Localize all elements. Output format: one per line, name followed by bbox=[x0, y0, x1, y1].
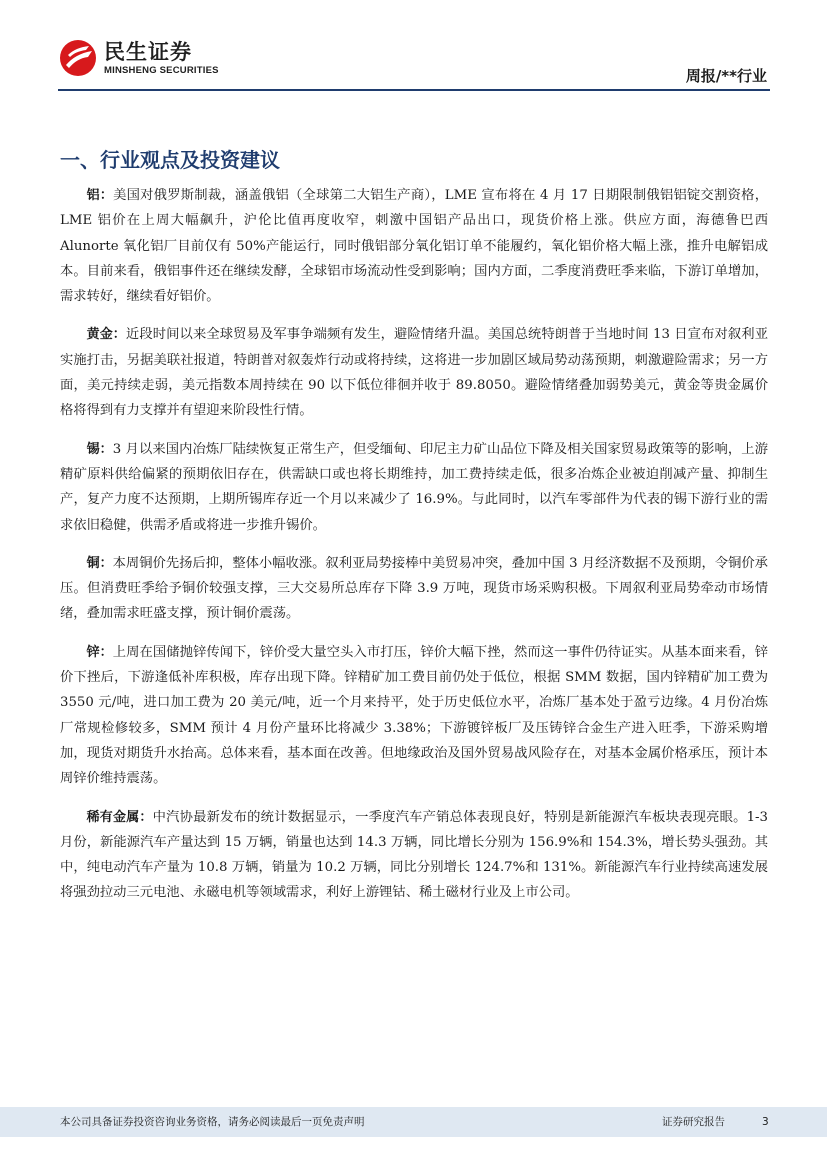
paragraph-term: 铝： bbox=[86, 188, 114, 203]
brand-name-cn: 民生证券 bbox=[104, 40, 192, 64]
paragraph-text: 3 月以来国内冶炼厂陆续恢复正常生产，但受缅甸、印尼主力矿山品位下降及相关国家贸易政策等的影响，上游精矿原料供给偏紧的预期依旧存在，供需缺口或也将长期维持，加工费持续走低，很多冶炼企业被迫削减产量、抑制生产，复产力度不达预期，上期所锡库存近一个月以来减少了 16.9%。与此同时，以汽车零部件为代表的锡下游行业的需求依旧稳健，供需矛盾或将进一步推升锡价。 bbox=[60, 441, 768, 533]
page-header bbox=[0, 0, 827, 95]
paragraph-term: 黄金： bbox=[86, 327, 126, 343]
page-number: 3 bbox=[762, 1116, 769, 1128]
paragraph-term: 稀有金属： bbox=[86, 809, 153, 825]
paragraph-term: 锌： bbox=[86, 644, 113, 660]
paragraph-copper bbox=[60, 551, 768, 627]
minsheng-logo-icon bbox=[58, 38, 102, 78]
paragraph-text: 本周铜价先扬后抑，整体小幅收涨。叙利亚局势接棒中美贸易冲突，叠加中国 3 月经济数据不及预期，令铜价承压。但消费旺季给予铜价较强支撑，三大交易所总库存下降 3.9 万吨，现货市场采购积极。下周叙利亚局势牵动市场情绪，叠加需求旺盛支撑，预计铜价震荡。 bbox=[60, 555, 768, 622]
paragraph-aluminum bbox=[60, 183, 768, 309]
paragraph-tin bbox=[60, 437, 768, 538]
section-title: 一、行业观点及投资建议 bbox=[60, 148, 280, 172]
page-footer bbox=[0, 1107, 827, 1137]
paragraph-term: 锡： bbox=[86, 441, 113, 457]
paragraph-text: 上周在国储抛锌传闻下，锌价受大量空头入市打压，锌价大幅下挫，然而这一事件仍待证实。从基本面来看，锌价下挫后，下游逢低补库积极，库存出现下降。锌精矿加工费目前仍处于低位，根据 SMM 数据，国内锌精矿加工费为 3550 元/吨，进口加工费为 20 美元/吨，近一个月来持平，处于历史低位水平，冶炼厂基本处于盈亏边缘。4 月份冶炼厂常规检修较多，SMM 预计 4 月份产量环比将减少 3.38%；下游镀锌板厂及压铸锌合金生产进入旺季，下游采购增加，现货对期货升水抬高。总体来看，基本面在改善。但地缘政治及国外贸易战风险存在，对基本金属价格承压，预计本周锌价维持震荡。 bbox=[60, 644, 768, 787]
header-divider bbox=[58, 89, 770, 91]
paragraph-gold bbox=[60, 322, 768, 423]
footer-doc-type: 证券研究报告 bbox=[662, 1116, 725, 1128]
paragraph-text: 近段时间以来全球贸易及军事争端频有发生，避险情绪升温。美国总统特朗普于当地时间 13 日宣布对叙利亚实施打击，另据美联社报道，特朗普对叙轰炸行动或将持续，这将进一步加剧区域局势动荡预期，刺激避险需求；另一方面，美元持续走弱，美元指数本周持续在 90 以下低位徘徊并收于 89.8050。避险情绪叠加弱势美元，黄金等贵金属价格将得到有力支撑并有望迎来阶段性行情。 bbox=[60, 327, 768, 419]
brand-name-en: MINSHENG SECURITIES bbox=[104, 65, 219, 76]
footer-disclaimer: 本公司具备证券投资咨询业务资格，请务必阅读最后一页免责声明 bbox=[60, 1116, 365, 1128]
report-type-label: 周报/**行业 bbox=[685, 67, 767, 85]
paragraph-text: 中汽协最新发布的统计数据显示，一季度汽车产销总体表现良好，特别是新能源汽车板块表现亮眼。1-3 月份，新能源汽车产量达到 15 万辆，销量也达到 14.3 万辆，同比增长分别为 156.9%和 154.3%，增长势头强劲。其中，纯电动汽车产量为 10.8 万辆，销量为 10.2 万辆，同比分别增长 124.7%和 131%。新能源汽车行业持续高速发展将强劲拉动三元电池、永磁电机等领域需求，利好上游锂钴、稀土磁材行业及上市公司。 bbox=[60, 809, 768, 901]
paragraph-rare-metals bbox=[60, 805, 768, 906]
paragraph-text: 美国对俄罗斯制裁，涵盖俄铝（全球第二大铝生产商），LME 宣布将在 4 月 17 日期限制俄铝铝锭交割资格，LME 铝价在上周大幅飙升，沪伦比值再度收窄，刺激中国铝产品出口，现货价格上涨。供应方面，海德鲁巴西 Alunorte 氧化铝厂目前仅有 50%产能运行，同时俄铝部分氧化铝订单不能履约，氧化铝价格大幅上涨，推升电解铝成本。目前来看，俄铝事件还在继续发酵，全球铝市场流动性受到影响；国内方面，二季度消费旺季来临，下游订单增加，需求转好，继续看好铝价。 bbox=[60, 188, 768, 305]
paragraph-zinc bbox=[60, 640, 768, 792]
paragraph-term: 铜： bbox=[86, 555, 113, 571]
article-body bbox=[60, 183, 768, 919]
